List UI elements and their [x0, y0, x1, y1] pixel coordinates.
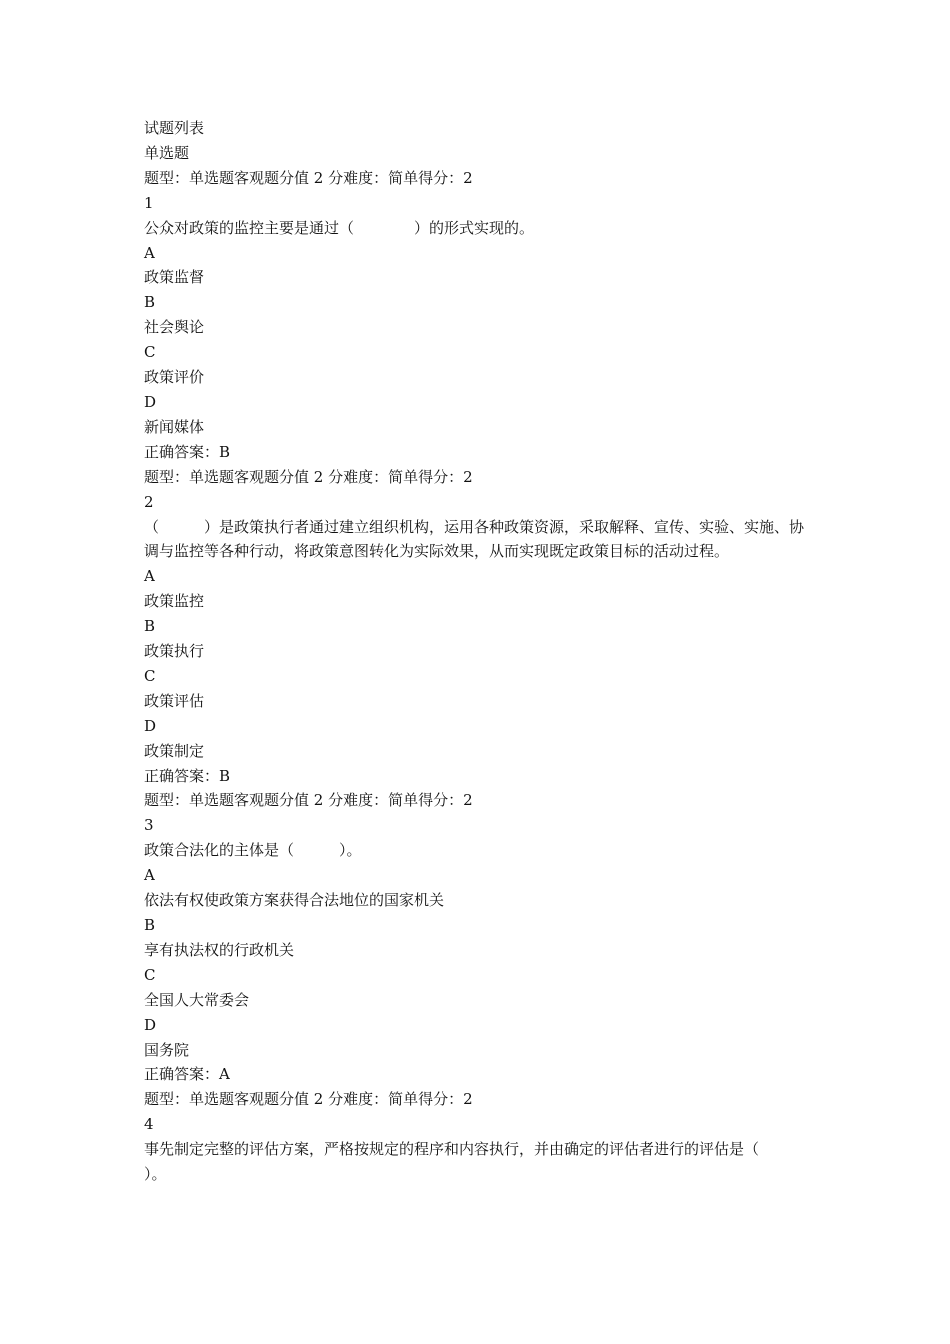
option-text: 政策制定: [144, 741, 205, 760]
option-text: 依法有权使政策方案获得合法地位的国家机关: [144, 891, 445, 910]
option-letter: B: [144, 293, 156, 312]
question-stem: 政策合法化的主体是（ ）。: [144, 841, 362, 860]
question-stem: 公众对政策的监控主要是通过（ ）的形式实现的。: [144, 218, 535, 237]
option-letter: A: [144, 243, 155, 262]
option-letter: B: [144, 916, 156, 934]
option-letter: D: [144, 392, 157, 411]
option-letter: A: [144, 567, 155, 586]
section-heading: 单选题: [144, 143, 190, 162]
question-stem: （ ）是政策执行者通过建立组织机构，运用各种政策资源，采取解释、宣传、实验、实施、协调与监控等各种行动，将政策意图转化为实际效果，从而实现既定政策目标的活动过程。: [144, 517, 805, 561]
option-text: 国务院: [144, 1040, 190, 1059]
question-meta: 题型：单选题客观题分值 2 分难度：简单得分：2: [144, 467, 473, 486]
question-number: 3: [144, 816, 154, 835]
document-title: 试题列表: [144, 119, 205, 137]
question-block: [144, 1087, 820, 1187]
question-block: [144, 166, 816, 465]
option-text: 新闻媒体: [144, 417, 205, 436]
option-text: 政策监控: [144, 592, 205, 611]
option-letter: A: [144, 866, 155, 885]
correct-answer: 正确答案：A: [144, 1065, 230, 1084]
correct-answer: 正确答案：B: [144, 766, 231, 785]
question-meta: 题型：单选题客观题分值 2 分难度：简单得分：2: [144, 1090, 473, 1109]
option-letter: C: [144, 965, 156, 984]
option-text: 政策评估: [144, 691, 205, 710]
correct-answer: 正确答案：B: [144, 442, 231, 461]
option-text: 全国人大常委会: [144, 990, 250, 1009]
option-text: 政策执行: [144, 642, 205, 661]
question-meta: 题型：单选题客观题分值 2 分难度：简单得分：2: [144, 791, 473, 810]
option-letter: C: [144, 343, 156, 362]
option-letter: B: [144, 617, 156, 636]
document-page: [144, 116, 820, 1187]
question-stem: 事先制定完整的评估方案，严格按规定的程序和内容执行，并由确定的评估者进行的评估是（ ）。: [144, 1140, 820, 1184]
option-text: 政策监督: [144, 268, 205, 287]
option-text: 政策评价: [144, 368, 205, 387]
question-number: 2: [144, 492, 154, 511]
question-block: [144, 788, 816, 1087]
option-letter: D: [144, 1015, 157, 1034]
option-text: 享有执法权的行政机关: [144, 940, 295, 959]
option-letter: C: [144, 666, 156, 685]
question-number: 1: [144, 193, 154, 212]
option-letter: D: [144, 716, 157, 735]
question-meta: 题型：单选题客观题分值 2 分难度：简单得分：2: [144, 168, 473, 187]
option-text: 社会舆论: [144, 318, 205, 337]
question-block: [144, 465, 816, 789]
question-number: 4: [144, 1115, 154, 1134]
